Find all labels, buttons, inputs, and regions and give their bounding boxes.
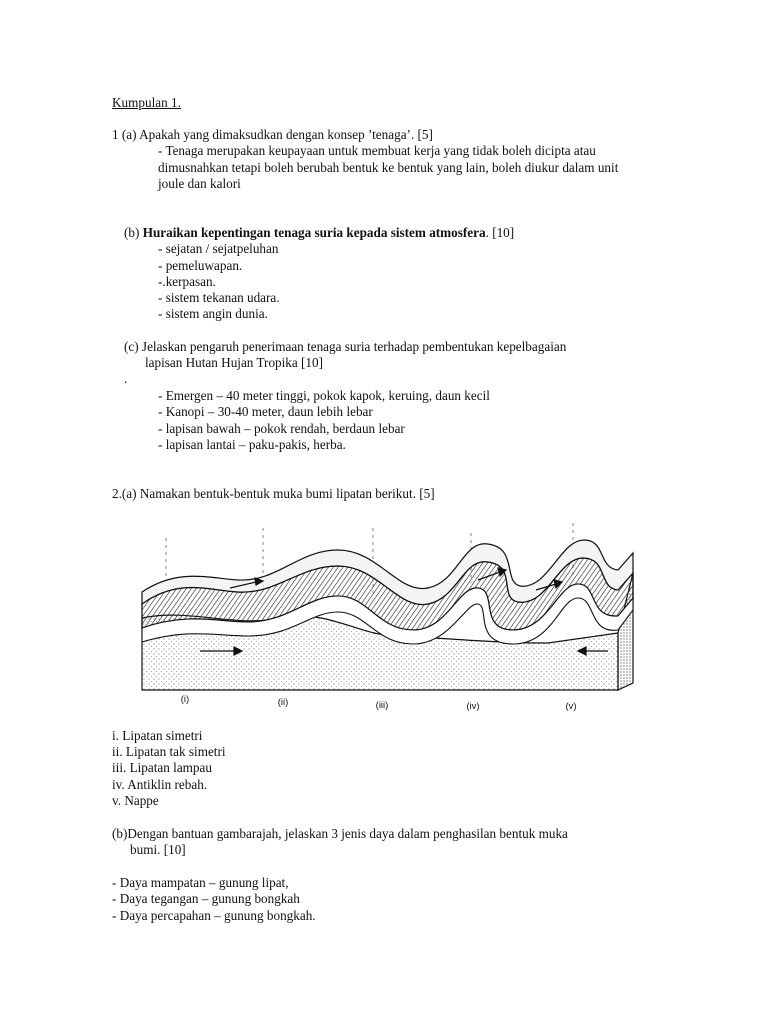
answer-1a-line-1: - Tenaga merupakan keupayaan untuk membuat kerja yang tidak boleh dicipta atau bbox=[158, 143, 596, 158]
question-1b-mark: . [10] bbox=[485, 225, 515, 240]
fig-label-iv: (iv) bbox=[466, 701, 480, 712]
answer-1b-5: - sistem angin dunia. bbox=[158, 306, 268, 321]
answer-1a-line-2: dimusnahkan tetapi boleh berubah bentuk ke bentuk yang lain, boleh diukur dalam unit bbox=[158, 160, 619, 175]
answer-2b-2: - Daya tegangan – gunung bongkah bbox=[112, 891, 300, 906]
fig-label-v: (v) bbox=[565, 701, 577, 712]
stray-dot: . bbox=[124, 371, 128, 386]
answer-1c-3: - lapisan bawah – pokok rendah, berdaun lebar bbox=[158, 421, 405, 436]
question-1b bbox=[124, 225, 514, 241]
answer-1c-4: - lapisan lantai – paku-pakis, herba. bbox=[158, 437, 346, 452]
question-2b-line-1: (b)Dengan bantuan gambarajah, jelaskan 3 jenis daya dalam penghasilan bentuk muka bbox=[112, 826, 568, 841]
answer-1c-1: - Emergen – 40 meter tinggi, pokok kapok, keruing, daun kecil bbox=[158, 388, 490, 403]
answer-1a-line-3: joule dan kalori bbox=[158, 176, 241, 191]
question-1a: 1 (a) Apakah yang dimaksudkan dengan konsep ’tenaga’. [5] bbox=[112, 127, 433, 142]
answer-1b-3: -.kerpasan. bbox=[158, 274, 216, 289]
answer-1b-4: - sistem tekanan udara. bbox=[158, 290, 280, 305]
answer-2a-3: iii. Lipatan lampau bbox=[112, 760, 212, 775]
answer-1b-1: - sejatan / sejatpeluhan bbox=[158, 241, 279, 256]
answer-2a-4: iv. Antiklin rebah. bbox=[112, 777, 208, 792]
answer-2b-1: - Daya mampatan – gunung lipat, bbox=[112, 875, 289, 890]
question-1b-text: Huraikan kepentingan tenaga suria kepada sistem atmosfera bbox=[142, 225, 486, 240]
question-1c-line-2: lapisan Hutan Hujan Tropika [10] bbox=[145, 355, 324, 370]
question-1c-line-1: (c) Jelaskan pengaruh penerimaan tenaga suria terhadap pembentukan kepelbagaian bbox=[124, 339, 567, 354]
answer-2b-3: - Daya percapahan – gunung bongkah. bbox=[112, 908, 316, 923]
heading: Kumpulan 1. bbox=[112, 95, 181, 110]
fig-label-ii: (ii) bbox=[277, 697, 289, 708]
fold-landforms-diagram bbox=[128, 518, 658, 718]
answer-2a-2: ii. Lipatan tak simetri bbox=[112, 744, 226, 759]
fig-label-iii: (iii) bbox=[375, 700, 389, 711]
fig-label-i: (i) bbox=[180, 694, 190, 705]
question-2a: 2.(a) Namakan bentuk-bentuk muka bumi lipatan berikut. [5] bbox=[112, 486, 435, 501]
question-1b-prefix: (b) bbox=[124, 225, 143, 240]
answer-1c-2: - Kanopi – 30-40 meter, daun lebih lebar bbox=[158, 404, 373, 419]
answer-2a-5: v. Nappe bbox=[112, 793, 159, 808]
answer-2a-1: i. Lipatan simetri bbox=[112, 728, 203, 743]
question-2b-line-2: bumi. [10] bbox=[130, 842, 186, 857]
answer-1b-2: - pemeluwapan. bbox=[158, 258, 243, 273]
